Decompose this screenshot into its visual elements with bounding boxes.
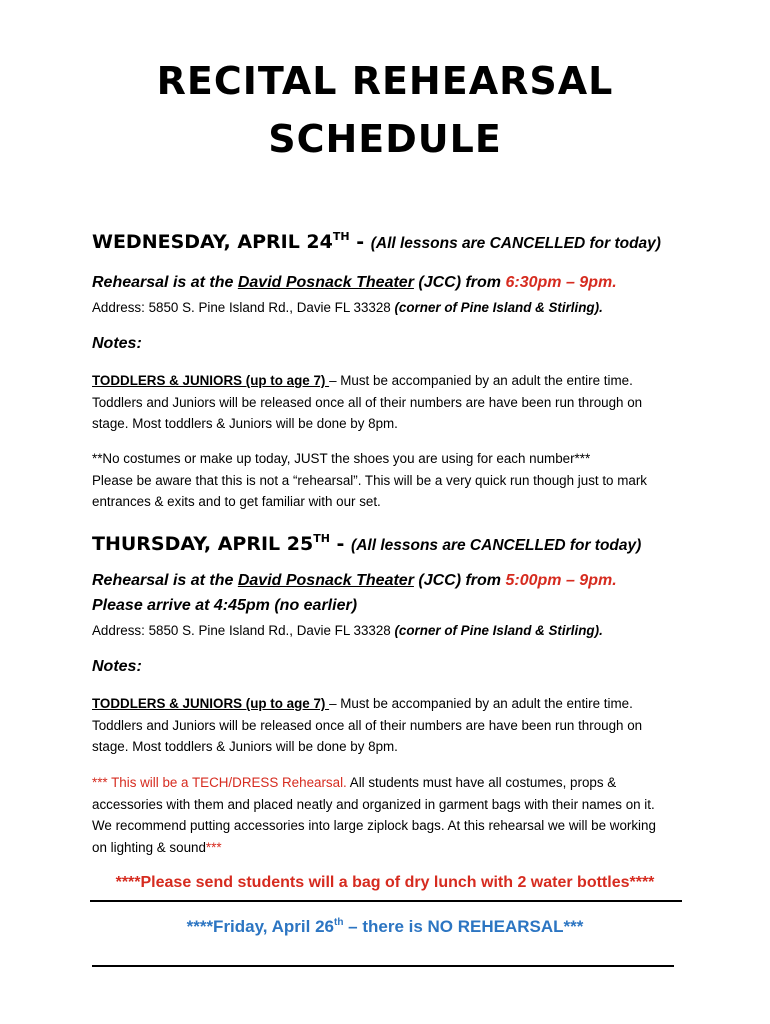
title-line-2: SCHEDULE — [268, 117, 502, 161]
thursday-rehearsal-line — [92, 572, 617, 590]
wednesday-toddlers-line-1 — [92, 373, 633, 388]
wednesday-cancelled-note: (All lessons are CANCELLED for today) — [370, 235, 661, 252]
page-title — [0, 52, 770, 168]
friday-notice — [0, 917, 770, 937]
thursday-tech-stars: *** — [205, 840, 222, 855]
thursday-toddlers-line-2: Toddlers and Juniors will be released once all of their numbers are have been run through on — [92, 718, 643, 733]
thursday-theater: David Posnack Theater — [237, 572, 414, 589]
divider-bottom — [92, 965, 674, 967]
thursday-corner: (corner of Pine Island & Stirling). — [394, 623, 603, 638]
thursday-time: 5:00pm – 9pm. — [505, 572, 617, 589]
thursday-tech-line-1 — [92, 775, 616, 790]
friday-sup: th — [333, 917, 344, 928]
lunch-notice: ****Please send students will a bag of dry lunch with 2 water bottles**** — [115, 874, 655, 891]
wednesday-date: WEDNESDAY, APRIL 24 — [92, 231, 333, 253]
wednesday-rehearsal-mid: (JCC) from — [413, 274, 506, 291]
thursday-tech-line-4 — [92, 840, 222, 855]
thursday-toddlers-line-3: stage. Most toddlers & Juniors will be done by 8pm. — [92, 739, 398, 754]
wednesday-costume-line-3: entrances & exits and to get familiar with our set. — [92, 494, 381, 509]
thursday-notes-label: Notes: — [92, 658, 142, 675]
friday-suffix: – there is NO REHEARSAL*** — [343, 917, 584, 936]
wednesday-notes-label: Notes: — [92, 335, 142, 352]
thursday-arrive: Please arrive at 4:45pm (no earlier) — [92, 597, 358, 614]
thursday-toddlers-text: – Must be accompanied by an adult the entire time. — [329, 696, 633, 711]
wednesday-toddlers-line-2: Toddlers and Juniors will be released once all of their numbers are have been run through on — [92, 395, 643, 410]
title-line-1: RECITAL REHEARSAL — [156, 59, 614, 103]
thursday-address — [92, 623, 603, 638]
wednesday-theater: David Posnack Theater — [237, 274, 414, 291]
wednesday-heading — [92, 230, 661, 253]
wednesday-costume-line-1: **No costumes or make up today, JUST the shoes you are using for each number*** — [92, 451, 591, 466]
thursday-tech-line-2: accessories with them and placed neatly and organized in garment bags with their names on it. — [92, 797, 655, 812]
wednesday-address-text: Address: 5850 S. Pine Island Rd., Davie FL 33328 — [92, 300, 395, 315]
friday-prefix: ****Friday, April 26 — [186, 917, 334, 936]
thursday-toddlers-line-1 — [92, 696, 633, 711]
thursday-tech-line-4-text: on lighting & sound — [92, 840, 206, 855]
thursday-rehearsal-prefix: Rehearsal is at the — [92, 572, 238, 589]
thursday-rehearsal-mid: (JCC) from — [413, 572, 506, 589]
wednesday-costume-line-2: Please be aware that this is not a “rehearsal”. This will be a very quick run though just to mark — [92, 473, 647, 488]
thursday-dash: - — [329, 533, 352, 555]
thursday-tech-line-3: We recommend putting accessories into large ziplock bags. At this rehearsal we will be working — [92, 818, 656, 833]
wednesday-corner: (corner of Pine Island & Stirling). — [394, 300, 603, 315]
wednesday-toddlers-label: TODDLERS & JUNIORS (up to age 7) — [92, 373, 330, 388]
thursday-date: THURSDAY, APRIL 25 — [92, 533, 314, 555]
wednesday-time: 6:30pm – 9pm. — [505, 274, 617, 291]
wednesday-dash: - — [349, 231, 371, 253]
thursday-tech-red: *** This will be a TECH/DRESS Rehearsal. — [92, 775, 347, 790]
wednesday-toddlers-text: – Must be accompanied by an adult the entire time. — [329, 373, 633, 388]
wednesday-rehearsal-prefix: Rehearsal is at the — [92, 274, 238, 291]
wednesday-toddlers-line-3: stage. Most toddlers & Juniors will be done by 8pm. — [92, 416, 398, 431]
thursday-tech-rest: All students must have all costumes, props & — [346, 775, 617, 790]
wednesday-rehearsal-line — [92, 274, 617, 292]
thursday-heading — [92, 532, 641, 555]
wednesday-address — [92, 300, 603, 315]
thursday-toddlers-label: TODDLERS & JUNIORS (up to age 7) — [92, 696, 330, 711]
divider-top — [90, 900, 682, 902]
wednesday-sup: TH — [332, 230, 350, 243]
thursday-cancelled-note: (All lessons are CANCELLED for today) — [351, 537, 642, 554]
thursday-address-text: Address: 5850 S. Pine Island Rd., Davie FL 33328 — [92, 623, 395, 638]
thursday-sup: TH — [313, 532, 330, 545]
